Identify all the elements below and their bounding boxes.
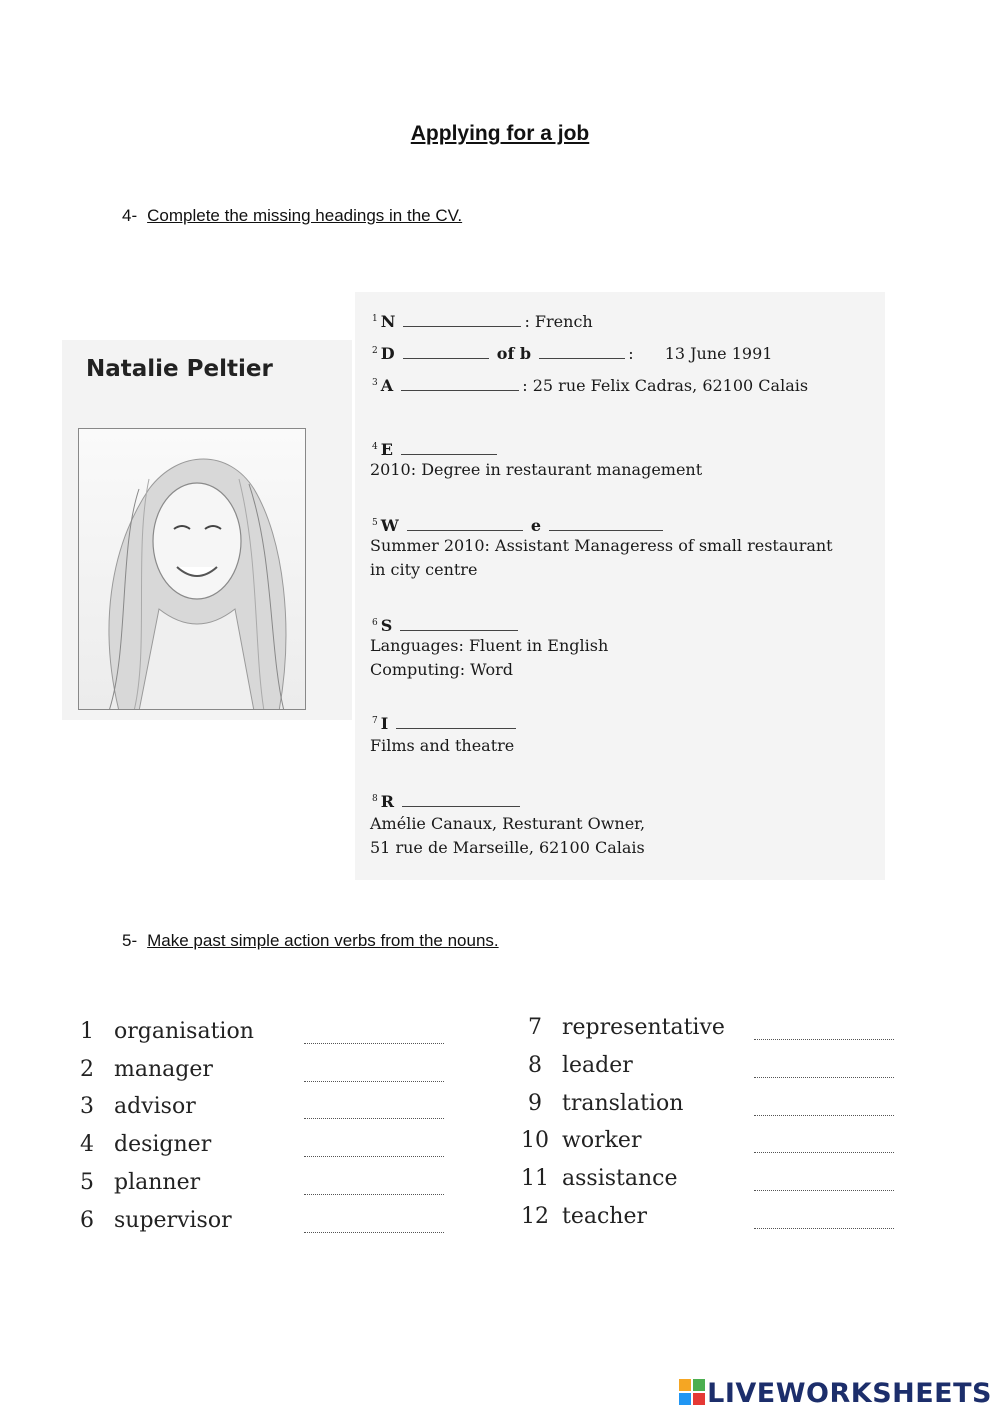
list-item [70,1208,232,1238]
list-item [518,1053,633,1083]
exercise-5-instruction [122,931,499,951]
field-letter: D [380,344,395,363]
list-item [518,1128,641,1158]
answer-blank[interactable] [304,1156,444,1157]
cv-field-address [372,376,808,395]
field-number: 1 [372,314,378,324]
answer-blank[interactable] [754,1115,894,1116]
cv-section-text [370,458,702,482]
answer-blank[interactable] [754,1228,894,1229]
field-mid: e [530,516,542,535]
cv-heading-references [372,792,523,811]
list-item [518,1204,647,1234]
field-letter: N [380,312,396,331]
list-item [70,1170,200,1200]
field-mid: of b [496,344,532,363]
field-number: 5 [372,518,378,528]
education-blank[interactable] [401,443,497,455]
liveworksheets-logo[interactable] [679,1378,992,1409]
item-number: 5 [80,1170,94,1195]
birth-blank[interactable] [539,347,625,359]
item-word: leader [562,1053,633,1078]
exercise-number: 4- [122,206,138,225]
interests-blank[interactable] [396,717,516,729]
list-item [518,1091,683,1121]
field-number: 6 [372,618,378,628]
field-value: : 25 rue Felix Cadras, 62100 Calais [522,376,809,395]
cv-text-line: Languages: Fluent in English [370,636,609,655]
list-item [518,1015,725,1045]
item-word: advisor [114,1094,196,1119]
cv-text-line: Computing: Word [370,660,514,679]
exercise-4-instruction [122,206,462,226]
item-number: 6 [80,1208,94,1233]
page-title: Applying for a job [410,122,590,145]
answer-blank[interactable] [754,1190,894,1191]
item-word: assistance [562,1166,678,1191]
list-item [70,1019,254,1049]
cv-text-line: 51 rue de Marseille, 62100 Calais [370,838,645,857]
cv-field-nationality [372,312,593,331]
item-number: 9 [528,1091,542,1116]
answer-blank[interactable] [304,1043,444,1044]
cv-text-line: Amélie Canaux, Resturant Owner, [370,814,646,833]
cv-text-line: Films and theatre [370,736,515,755]
field-letter: I [380,714,389,733]
references-blank[interactable] [402,795,520,807]
cv-section-text [370,812,645,860]
item-number: 4 [80,1132,94,1157]
item-word: organisation [114,1019,254,1044]
field-value: 13 June 1991 [664,344,773,363]
field-number: 7 [372,716,378,726]
field-letter: R [380,792,395,811]
field-letter: W [380,516,399,535]
item-word: supervisor [114,1208,232,1233]
address-blank[interactable] [401,379,519,391]
answer-blank[interactable] [304,1194,444,1195]
cv-heading-work-experience [372,516,666,535]
item-word: translation [562,1091,684,1116]
cv-name: Natalie Peltier [86,356,273,382]
field-letter: S [380,616,393,635]
answer-blank[interactable] [304,1081,444,1082]
field-number: 8 [372,794,378,804]
cv-text-line: Summer 2010: Assistant Manageress of small restaurant [370,536,833,555]
cv-field-date-of-birth [372,344,772,363]
cv-heading-interests [372,714,519,733]
skills-blank[interactable] [400,619,518,631]
field-letter: A [380,376,394,395]
item-number: 10 [521,1128,549,1153]
exercise-number: 5- [122,931,138,950]
brand-text: LIVEWORKSHEETS [707,1378,992,1409]
item-number: 3 [80,1094,94,1119]
field-value: : French [524,312,593,331]
exercise-text: Complete the missing headings in the CV. [147,206,463,225]
item-word: planner [114,1170,201,1195]
cv-photo [78,428,306,710]
item-word: designer [114,1132,212,1157]
cv-heading-skills [372,616,521,635]
item-number: 12 [521,1204,549,1229]
field-letter: E [380,440,393,459]
cv-section-text [370,534,833,582]
item-number: 11 [521,1166,549,1191]
cv-heading-education [372,440,500,459]
list-item [70,1094,196,1124]
item-word: manager [114,1057,213,1082]
cv-section-text [370,634,608,682]
item-number: 7 [528,1015,542,1040]
answer-blank[interactable] [304,1118,444,1119]
list-item [70,1132,211,1162]
item-word: teacher [562,1204,648,1229]
nationality-blank[interactable] [403,315,521,327]
cv-section-text [370,734,514,758]
field-number: 2 [372,346,378,356]
date-blank[interactable] [403,347,489,359]
item-number: 8 [528,1053,542,1078]
field-number: 4 [372,442,378,452]
cv-text-line: in city centre [370,560,478,579]
answer-blank[interactable] [754,1039,894,1040]
field-separator: : [628,344,634,363]
cv-text-line: 2010: Degree in restaurant management [370,460,703,479]
answer-blank[interactable] [304,1232,444,1233]
item-number: 2 [80,1057,94,1082]
item-word: worker [562,1128,642,1153]
item-number: 1 [80,1019,94,1044]
answer-blank[interactable] [754,1077,894,1078]
experience-blank[interactable] [549,519,663,531]
work-blank[interactable] [407,519,523,531]
field-number: 3 [372,378,378,388]
list-item [518,1166,678,1196]
logo-icon [679,1379,705,1405]
list-item [70,1057,213,1087]
exercise-text: Make past simple action verbs from the nouns. [147,931,499,950]
item-word: representative [562,1015,725,1040]
answer-blank[interactable] [754,1152,894,1153]
portrait-image [79,429,306,710]
